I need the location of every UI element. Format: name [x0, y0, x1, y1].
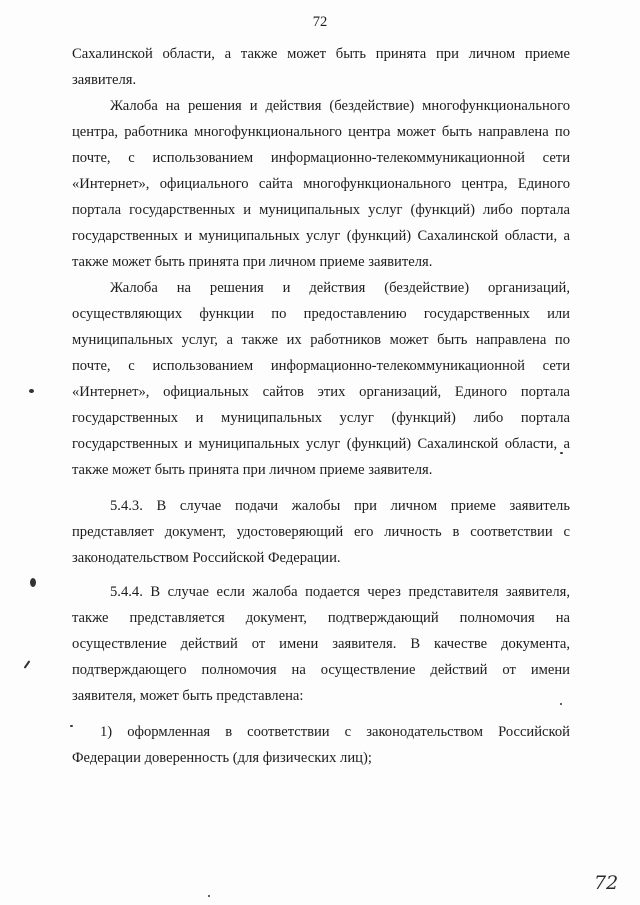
paragraph-3-line-7: государственных и муниципальных услуг (функций) Сахалинской области, а [72, 436, 570, 452]
paragraph-3-line-6: государственных и муниципальных услуг (функций) либо портала [72, 410, 570, 426]
scan-speck [560, 703, 562, 705]
paragraph-3-line-8: также может быть принята при личном приеме заявителя. [72, 462, 433, 478]
paragraph-2-line-3: почте, с использованием информационно-телекоммуникационной сети [72, 150, 570, 166]
paragraph-2-line-4: «Интернет», официального сайта многофункционального центра, Единого [72, 176, 570, 192]
paragraph-6-line-2: Федерации доверенность (для физических лиц); [72, 750, 372, 766]
paragraph-2-line-7: также может быть принята при личном приеме заявителя. [72, 254, 433, 270]
scan-speck [208, 895, 210, 897]
paragraph-2-line-6: государственных и муниципальных услуг (функций) Сахалинской области, а [72, 228, 570, 244]
paragraph-3-line-1: Жалоба на решения и действия (бездействие) организаций, [110, 280, 570, 296]
paragraph-4-line-1: 5.4.3. В случае подачи жалобы при личном приеме заявитель [110, 498, 570, 514]
paragraph-1-line-2: заявителя. [72, 72, 137, 88]
paragraph-5-line-5: заявителя, может быть представлена: [72, 688, 304, 704]
paragraph-3-line-5: «Интернет», официальных сайтов этих организаций, Единого портала [72, 384, 570, 400]
paragraph-4-line-2: представляет документ, удостоверяющий его личность в соответствии с [72, 524, 570, 540]
paragraph-5-line-2: также представляется документ, подтверждающий полномочия на [72, 610, 570, 626]
paragraph-3-line-4: почте, с использованием информационно-телекоммуникационной сети [72, 358, 570, 374]
paragraph-3-line-2: осуществляющих функции по предоставлению государственных или [72, 306, 570, 322]
paragraph-3-line-3: муниципальных услуг, а также их работников может быть направлена по [72, 332, 570, 348]
handwritten-page-number: 72 [594, 872, 619, 894]
scan-speck [29, 389, 34, 393]
paragraph-5-line-4: подтверждающего полномочия на осуществление действий от имени [72, 662, 570, 678]
scan-speck [30, 578, 36, 587]
paragraph-2-line-5: портала государственных и муниципальных услуг (функций) либо портала [72, 202, 570, 218]
paragraph-2-line-1: Жалоба на решения и действия (бездействие) многофункционального [110, 98, 570, 114]
scan-speck [70, 725, 73, 727]
paragraph-5-line-1: 5.4.4. В случае если жалоба подается через представителя заявителя, [110, 584, 570, 600]
paragraph-4-line-3: законодательством Российской Федерации. [72, 550, 341, 566]
paragraph-1-line-1: Сахалинской области, а также может быть принята при личном приеме [72, 46, 570, 62]
page-number: 72 [312, 14, 328, 30]
paragraph-2-line-2: центра, работника многофункционального центра может быть направлена по [72, 124, 570, 140]
scan-speck [24, 660, 31, 669]
paragraph-5-line-3: осуществление действий от имени заявителя. В качестве документа, [72, 636, 570, 652]
paragraph-6-line-1: 1) оформленная в соответствии с законодательством Российской [100, 724, 570, 740]
scan-speck [560, 452, 563, 454]
